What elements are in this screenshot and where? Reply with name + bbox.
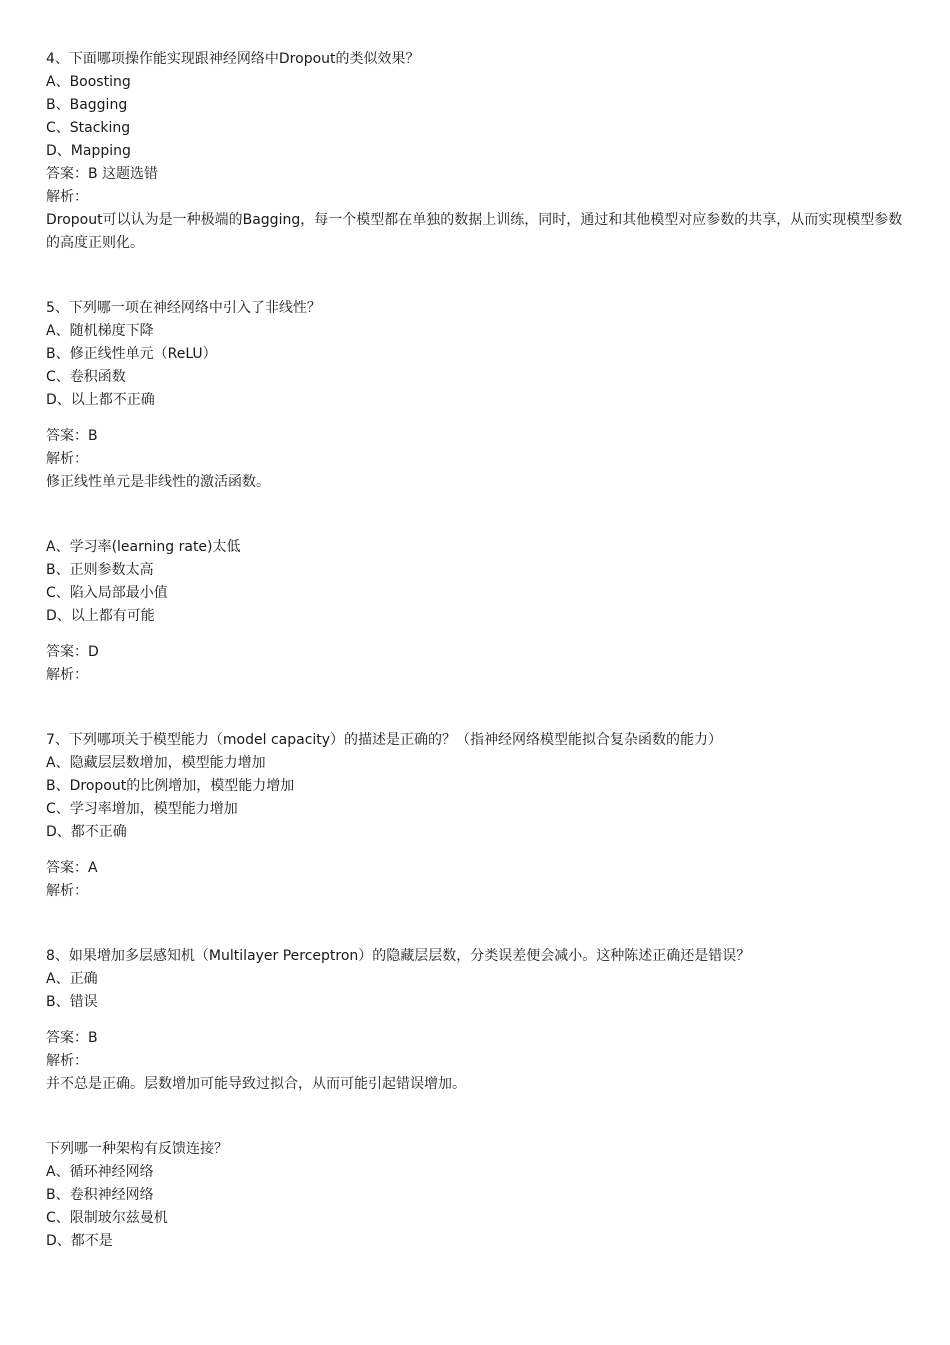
option-b: B、卷积神经网络 (46, 1187, 154, 1203)
option-a: A、Boosting (46, 74, 131, 90)
option-b: B、修正线性单元（ReLU） (46, 346, 217, 362)
analysis-text: 修正线性单元是非线性的激活函数。 (46, 474, 270, 490)
option-d: D、都不正确 (46, 824, 127, 840)
option-c: C、Stacking (46, 120, 131, 136)
document-page (46, 48, 916, 1253)
option-d: D、都不是 (46, 1233, 113, 1249)
question-8 (46, 945, 916, 1096)
question-text: 8、如果增加多层感知机（Multilayer Perceptron）的隐藏层层数，分类误差便会减小。这种陈述正确还是错误？ (46, 948, 751, 964)
option-b: B、Bagging (46, 97, 128, 113)
question-7 (46, 729, 916, 903)
analysis-label: 解析： (46, 667, 88, 683)
option-a: A、学习率(learning rate)太低 (46, 539, 241, 555)
answer: 答案：A (46, 860, 98, 876)
question-9 (46, 1138, 916, 1253)
option-c: C、陷入局部最小值 (46, 585, 168, 601)
question-text: 下列哪一种架构有反馈连接？ (46, 1141, 228, 1157)
analysis-label: 解析： (46, 451, 88, 467)
analysis-label: 解析： (46, 189, 88, 205)
option-a: A、随机梯度下降 (46, 323, 154, 339)
option-b: B、正则参数太高 (46, 562, 154, 578)
answer: 答案：B (46, 428, 98, 444)
question-text: 5、下列哪一项在神经网络中引入了非线性？ (46, 300, 321, 316)
answer: 答案：D (46, 644, 99, 660)
answer: 答案：B 这题选错 (46, 166, 159, 182)
question-text: 7、下列哪项关于模型能力（model capacity）的描述是正确的？（指神经网络模型能拟合复杂函数的能力） (46, 732, 723, 748)
option-a: A、隐藏层层数增加，模型能力增加 (46, 755, 266, 771)
option-d: D、以上都不正确 (46, 392, 155, 408)
option-c: C、学习率增加，模型能力增加 (46, 801, 238, 817)
option-d: D、以上都有可能 (46, 608, 155, 624)
analysis-label: 解析： (46, 883, 88, 899)
analysis-label: 解析： (46, 1053, 88, 1069)
analysis-text: Dropout可以认为是一种极端的Bagging，每一个模型都在单独的数据上训练，同时，通过和其他模型对应参数的共享，从而实现模型参数的高度正则化。 (46, 212, 903, 251)
option-c: C、限制玻尔兹曼机 (46, 1210, 168, 1226)
option-c: C、卷积函数 (46, 369, 126, 385)
option-b: B、Dropout的比例增加，模型能力增加 (46, 778, 295, 794)
question-6 (46, 536, 916, 687)
option-a: A、正确 (46, 971, 98, 987)
option-a: A、循环神经网络 (46, 1164, 154, 1180)
question-5 (46, 297, 916, 494)
analysis-text: 并不总是正确。层数增加可能导致过拟合，从而可能引起错误增加。 (46, 1076, 466, 1092)
question-4 (46, 48, 916, 255)
option-d: D、Mapping (46, 143, 131, 159)
question-text: 4、下面哪项操作能实现跟神经网络中Dropout的类似效果？ (46, 51, 420, 67)
option-b: B、错误 (46, 994, 98, 1010)
answer: 答案：B (46, 1030, 98, 1046)
